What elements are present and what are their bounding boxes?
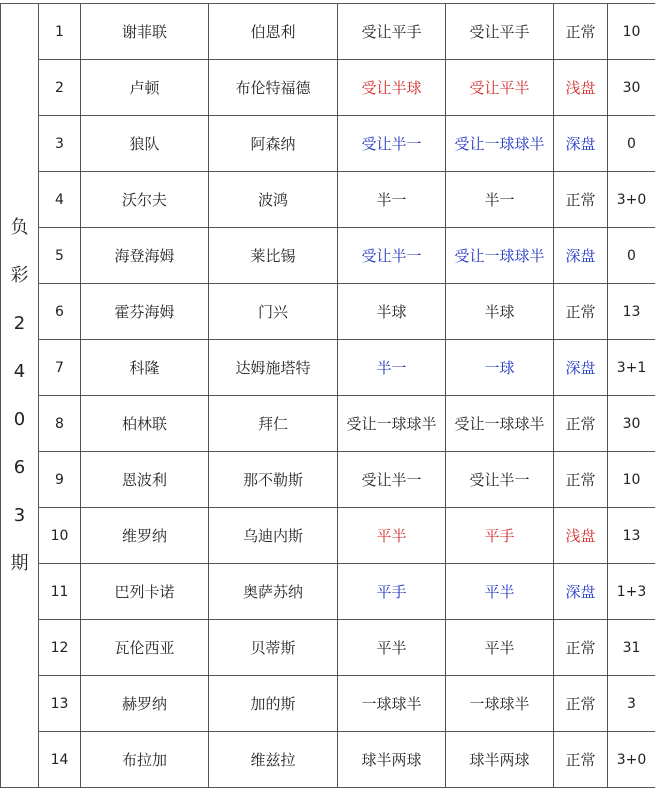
home-team: 霍芬海姆 [81, 284, 209, 340]
handicap-final: 受让平半 [446, 60, 554, 116]
handicap-status: 深盘 [554, 228, 608, 284]
home-team: 巴列卡诺 [81, 564, 209, 620]
handicap-initial: 受让半一 [338, 228, 446, 284]
handicap-final: 平半 [446, 620, 554, 676]
handicap-initial: 半一 [338, 172, 446, 228]
table-row [1, 396, 655, 452]
home-team: 赫罗纳 [81, 676, 209, 732]
home-team: 海登海姆 [81, 228, 209, 284]
home-team: 科隆 [81, 340, 209, 396]
handicap-initial: 球半两球 [338, 732, 446, 788]
period-char: 4 [13, 360, 26, 382]
match-number: 5 [39, 228, 81, 284]
handicap-final: 平手 [446, 508, 554, 564]
handicap-final: 受让一球球半 [446, 396, 554, 452]
match-number: 11 [39, 564, 81, 620]
handicap-status: 正常 [554, 396, 608, 452]
table-row [1, 284, 655, 340]
handicap-status: 深盘 [554, 340, 608, 396]
away-team: 波鸿 [209, 172, 338, 228]
handicap-initial: 一球球半 [338, 676, 446, 732]
home-team: 卢顿 [81, 60, 209, 116]
match-number: 7 [39, 340, 81, 396]
result-code: 30 [608, 60, 655, 116]
match-number: 13 [39, 676, 81, 732]
result-code: 3+0 [608, 732, 655, 788]
handicap-initial: 半球 [338, 284, 446, 340]
away-team: 维兹拉 [209, 732, 338, 788]
handicap-status: 正常 [554, 732, 608, 788]
handicap-final: 平半 [446, 564, 554, 620]
away-team: 那不勒斯 [209, 452, 338, 508]
result-code: 30 [608, 396, 655, 452]
result-code: 3 [608, 676, 655, 732]
table-body [1, 4, 655, 788]
table-row [1, 564, 655, 620]
handicap-final: 受让半一 [446, 452, 554, 508]
away-team: 乌迪内斯 [209, 508, 338, 564]
home-team: 布拉加 [81, 732, 209, 788]
handicap-initial: 受让半一 [338, 452, 446, 508]
handicap-status: 正常 [554, 452, 608, 508]
handicap-final: 受让一球球半 [446, 116, 554, 172]
home-team: 沃尔夫 [81, 172, 209, 228]
away-team: 拜仁 [209, 396, 338, 452]
handicap-status: 浅盘 [554, 60, 608, 116]
table-row [1, 452, 655, 508]
result-code: 1+3 [608, 564, 655, 620]
handicap-status: 正常 [554, 172, 608, 228]
table-row [1, 60, 655, 116]
period-char: 3 [13, 504, 26, 526]
period-char: 彩 [10, 264, 29, 286]
handicap-final: 受让平手 [446, 4, 554, 60]
home-team: 恩波利 [81, 452, 209, 508]
handicap-initial: 受让半一 [338, 116, 446, 172]
result-code: 10 [608, 452, 655, 508]
result-code: 31 [608, 620, 655, 676]
handicap-final: 受让一球球半 [446, 228, 554, 284]
handicap-status: 深盘 [554, 116, 608, 172]
handicap-initial: 平半 [338, 620, 446, 676]
handicap-final: 一球 [446, 340, 554, 396]
handicap-initial: 平半 [338, 508, 446, 564]
period-char: 6 [13, 456, 26, 478]
away-team: 加的斯 [209, 676, 338, 732]
handicap-status: 正常 [554, 676, 608, 732]
home-team: 谢菲联 [81, 4, 209, 60]
handicap-final: 一球球半 [446, 676, 554, 732]
period-char: 2 [13, 312, 26, 334]
handicap-initial: 受让平手 [338, 4, 446, 60]
home-team: 狼队 [81, 116, 209, 172]
match-number: 3 [39, 116, 81, 172]
away-team: 莱比锡 [209, 228, 338, 284]
away-team: 伯恩利 [209, 4, 338, 60]
handicap-status: 深盘 [554, 564, 608, 620]
away-team: 达姆施塔特 [209, 340, 338, 396]
home-team: 瓦伦西亚 [81, 620, 209, 676]
table-row [1, 732, 655, 788]
match-number: 14 [39, 732, 81, 788]
lottery-table [0, 3, 655, 788]
handicap-initial: 半一 [338, 340, 446, 396]
handicap-final: 半一 [446, 172, 554, 228]
handicap-status: 正常 [554, 4, 608, 60]
table-row [1, 676, 655, 732]
handicap-status: 浅盘 [554, 508, 608, 564]
match-number: 12 [39, 620, 81, 676]
handicap-status: 正常 [554, 284, 608, 340]
table-row [1, 228, 655, 284]
match-number: 1 [39, 4, 81, 60]
result-code: 0 [608, 228, 655, 284]
away-team: 门兴 [209, 284, 338, 340]
table-row [1, 172, 655, 228]
match-number: 4 [39, 172, 81, 228]
home-team: 柏林联 [81, 396, 209, 452]
away-team: 阿森纳 [209, 116, 338, 172]
handicap-initial: 受让半球 [338, 60, 446, 116]
away-team: 奥萨苏纳 [209, 564, 338, 620]
table-row [1, 340, 655, 396]
result-code: 3+0 [608, 172, 655, 228]
result-code: 3+1 [608, 340, 655, 396]
period-char: 0 [13, 408, 26, 430]
table-row [1, 116, 655, 172]
result-code: 13 [608, 284, 655, 340]
handicap-final: 球半两球 [446, 732, 554, 788]
handicap-final: 半球 [446, 284, 554, 340]
match-number: 6 [39, 284, 81, 340]
home-team: 维罗纳 [81, 508, 209, 564]
handicap-status: 正常 [554, 620, 608, 676]
period-char: 期 [10, 552, 29, 574]
match-number: 8 [39, 396, 81, 452]
handicap-initial: 受让一球球半 [338, 396, 446, 452]
away-team: 贝蒂斯 [209, 620, 338, 676]
result-code: 10 [608, 4, 655, 60]
result-code: 0 [608, 116, 655, 172]
period-label [1, 4, 39, 788]
handicap-initial: 平手 [338, 564, 446, 620]
match-number: 2 [39, 60, 81, 116]
table-row [1, 620, 655, 676]
away-team: 布伦特福德 [209, 60, 338, 116]
match-number: 10 [39, 508, 81, 564]
period-char: 负 [10, 216, 29, 238]
result-code: 13 [608, 508, 655, 564]
table-row [1, 508, 655, 564]
match-number: 9 [39, 452, 81, 508]
table-row [1, 4, 655, 60]
